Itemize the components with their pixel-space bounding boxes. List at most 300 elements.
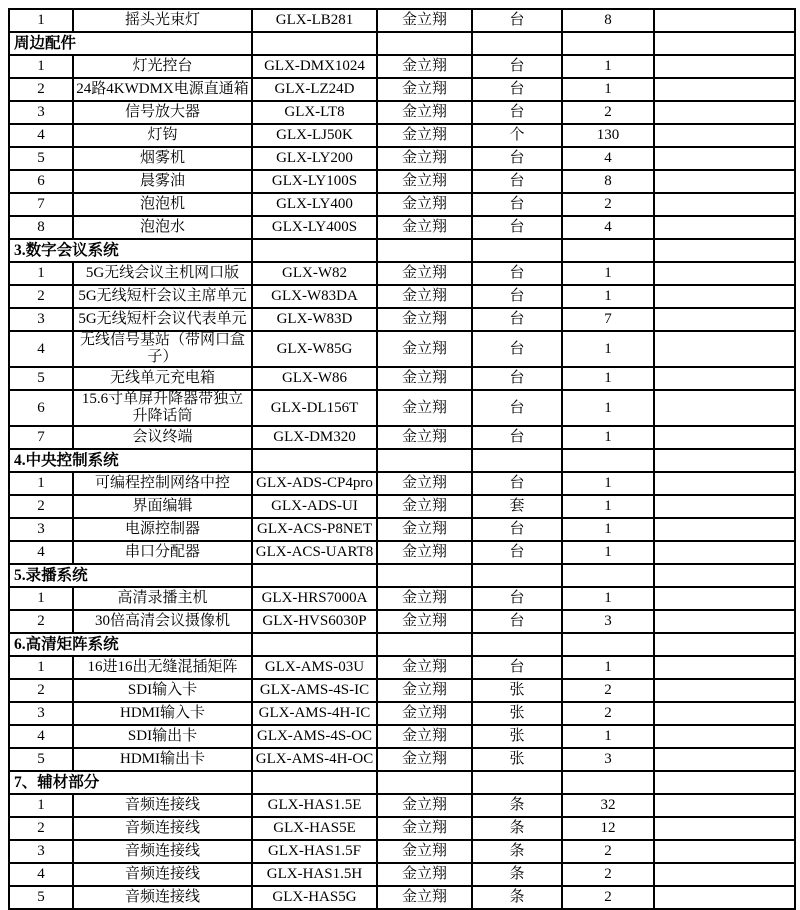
- table-row: [9, 216, 795, 239]
- unit-cell: 张: [472, 748, 562, 771]
- unit-cell: 套: [472, 495, 562, 518]
- section-title-cell: 6.高清矩阵系统: [9, 633, 252, 656]
- item-name-cell: 音频连接线: [73, 863, 252, 886]
- table-row: [9, 262, 795, 285]
- quantity-cell: 1: [562, 495, 654, 518]
- section-title-cell: 周边配件: [9, 32, 252, 55]
- model-cell: GLX-HAS5G: [252, 886, 377, 909]
- notes-cell: [654, 587, 795, 610]
- model-cell: GLX-W85G: [252, 331, 377, 367]
- brand-cell: 金立翔: [377, 794, 472, 817]
- serial-cell: 6: [9, 390, 73, 426]
- brand-cell: 金立翔: [377, 541, 472, 564]
- section-row: [9, 633, 795, 656]
- notes-cell: [654, 564, 795, 587]
- serial-cell: 7: [9, 193, 73, 216]
- brand-cell: 金立翔: [377, 147, 472, 170]
- notes-cell: [654, 817, 795, 840]
- brand-cell: [377, 449, 472, 472]
- notes-cell: [654, 472, 795, 495]
- quantity-cell: 1: [562, 426, 654, 449]
- table-row: [9, 610, 795, 633]
- notes-cell: [654, 449, 795, 472]
- table-row: [9, 863, 795, 886]
- item-name-cell: 高清录播主机: [73, 587, 252, 610]
- unit-cell: 条: [472, 817, 562, 840]
- table-row: [9, 331, 795, 367]
- equipment-table: [8, 8, 796, 910]
- table-row: [9, 495, 795, 518]
- unit-cell: 台: [472, 587, 562, 610]
- quantity-cell: 1: [562, 285, 654, 308]
- item-name-cell: 5G无线短杆会议代表单元: [73, 308, 252, 331]
- table-row: [9, 794, 795, 817]
- notes-cell: [654, 32, 795, 55]
- quantity-cell: 8: [562, 9, 654, 32]
- notes-cell: [654, 495, 795, 518]
- unit-cell: [472, 633, 562, 656]
- item-name-cell: 泡泡水: [73, 216, 252, 239]
- model-cell: GLX-ACS-P8NET: [252, 518, 377, 541]
- notes-cell: [654, 331, 795, 367]
- equipment-table-body: [9, 9, 795, 909]
- serial-cell: 1: [9, 794, 73, 817]
- unit-cell: 台: [472, 216, 562, 239]
- model-cell: GLX-LZ24D: [252, 78, 377, 101]
- notes-cell: [654, 216, 795, 239]
- quantity-cell: 1: [562, 331, 654, 367]
- section-row: [9, 449, 795, 472]
- section-title-cell: 7、辅材部分: [9, 771, 252, 794]
- table-row: [9, 886, 795, 909]
- serial-cell: 1: [9, 262, 73, 285]
- unit-cell: 条: [472, 794, 562, 817]
- item-name-cell: 音频连接线: [73, 886, 252, 909]
- notes-cell: [654, 124, 795, 147]
- quantity-cell: 2: [562, 679, 654, 702]
- serial-cell: 3: [9, 518, 73, 541]
- serial-cell: 7: [9, 426, 73, 449]
- notes-cell: [654, 748, 795, 771]
- notes-cell: [654, 78, 795, 101]
- unit-cell: 台: [472, 147, 562, 170]
- notes-cell: [654, 147, 795, 170]
- table-row: [9, 656, 795, 679]
- serial-cell: 2: [9, 285, 73, 308]
- quantity-cell: 130: [562, 124, 654, 147]
- table-row: [9, 679, 795, 702]
- quantity-cell: 7: [562, 308, 654, 331]
- quantity-cell: 2: [562, 702, 654, 725]
- notes-cell: [654, 886, 795, 909]
- notes-cell: [654, 239, 795, 262]
- unit-cell: 台: [472, 193, 562, 216]
- model-cell: [252, 564, 377, 587]
- unit-cell: 台: [472, 656, 562, 679]
- section-row: [9, 771, 795, 794]
- model-cell: GLX-LY100S: [252, 170, 377, 193]
- notes-cell: [654, 285, 795, 308]
- table-row: [9, 817, 795, 840]
- serial-cell: 1: [9, 55, 73, 78]
- quantity-cell: 1: [562, 78, 654, 101]
- table-row: [9, 518, 795, 541]
- brand-cell: 金立翔: [377, 390, 472, 426]
- quantity-cell: [562, 771, 654, 794]
- notes-cell: [654, 193, 795, 216]
- model-cell: GLX-LY400: [252, 193, 377, 216]
- quantity-cell: 2: [562, 840, 654, 863]
- notes-cell: [654, 840, 795, 863]
- model-cell: GLX-LT8: [252, 101, 377, 124]
- quantity-cell: 1: [562, 587, 654, 610]
- serial-cell: 5: [9, 886, 73, 909]
- item-name-cell: 5G无线会议主机网口版: [73, 262, 252, 285]
- table-row: [9, 308, 795, 331]
- model-cell: [252, 633, 377, 656]
- unit-cell: 台: [472, 331, 562, 367]
- unit-cell: 张: [472, 679, 562, 702]
- quantity-cell: 3: [562, 610, 654, 633]
- item-name-cell: 16进16出无缝混插矩阵: [73, 656, 252, 679]
- notes-cell: [654, 518, 795, 541]
- model-cell: [252, 771, 377, 794]
- unit-cell: 台: [472, 9, 562, 32]
- quantity-cell: 1: [562, 656, 654, 679]
- brand-cell: 金立翔: [377, 817, 472, 840]
- item-name-cell: 可编程控制网络中控: [73, 472, 252, 495]
- serial-cell: 2: [9, 495, 73, 518]
- quantity-cell: 1: [562, 518, 654, 541]
- section-row: [9, 239, 795, 262]
- model-cell: GLX-ACS-UART8: [252, 541, 377, 564]
- brand-cell: [377, 32, 472, 55]
- table-row: [9, 55, 795, 78]
- notes-cell: [654, 679, 795, 702]
- quantity-cell: 1: [562, 541, 654, 564]
- brand-cell: 金立翔: [377, 124, 472, 147]
- model-cell: GLX-DL156T: [252, 390, 377, 426]
- model-cell: GLX-HAS5E: [252, 817, 377, 840]
- brand-cell: [377, 633, 472, 656]
- unit-cell: [472, 32, 562, 55]
- section-row: [9, 564, 795, 587]
- notes-cell: [654, 656, 795, 679]
- brand-cell: [377, 239, 472, 262]
- serial-cell: 1: [9, 656, 73, 679]
- serial-cell: 5: [9, 367, 73, 390]
- model-cell: GLX-W82: [252, 262, 377, 285]
- item-name-cell: 无线单元充电箱: [73, 367, 252, 390]
- unit-cell: 台: [472, 426, 562, 449]
- model-cell: GLX-AMS-4H-IC: [252, 702, 377, 725]
- table-row: [9, 101, 795, 124]
- notes-cell: [654, 771, 795, 794]
- brand-cell: 金立翔: [377, 426, 472, 449]
- table-row: [9, 426, 795, 449]
- notes-cell: [654, 101, 795, 124]
- item-name-cell: 无线信号基站（带网口盒子）: [73, 331, 252, 367]
- item-name-cell: 5G无线短杆会议主席单元: [73, 285, 252, 308]
- quantity-cell: [562, 633, 654, 656]
- serial-cell: 4: [9, 541, 73, 564]
- item-name-cell: 泡泡机: [73, 193, 252, 216]
- item-name-cell: 音频连接线: [73, 840, 252, 863]
- table-row: [9, 285, 795, 308]
- table-row: [9, 367, 795, 390]
- table-row: [9, 541, 795, 564]
- quantity-cell: [562, 32, 654, 55]
- model-cell: GLX-ADS-UI: [252, 495, 377, 518]
- serial-cell: 4: [9, 863, 73, 886]
- item-name-cell: 24路4KWDMX电源直通箱: [73, 78, 252, 101]
- table-row: [9, 587, 795, 610]
- notes-cell: [654, 610, 795, 633]
- unit-cell: 张: [472, 702, 562, 725]
- serial-cell: 4: [9, 124, 73, 147]
- unit-cell: [472, 564, 562, 587]
- item-name-cell: 音频连接线: [73, 794, 252, 817]
- quantity-cell: 3: [562, 748, 654, 771]
- model-cell: [252, 239, 377, 262]
- notes-cell: [654, 426, 795, 449]
- brand-cell: 金立翔: [377, 331, 472, 367]
- quantity-cell: 12: [562, 817, 654, 840]
- model-cell: GLX-DMX1024: [252, 55, 377, 78]
- model-cell: GLX-W86: [252, 367, 377, 390]
- table-row: [9, 472, 795, 495]
- quantity-cell: 32: [562, 794, 654, 817]
- serial-cell: 2: [9, 610, 73, 633]
- unit-cell: 台: [472, 101, 562, 124]
- serial-cell: 2: [9, 817, 73, 840]
- table-row: [9, 9, 795, 32]
- serial-cell: 5: [9, 748, 73, 771]
- item-name-cell: 摇头光束灯: [73, 9, 252, 32]
- serial-cell: 2: [9, 679, 73, 702]
- notes-cell: [654, 541, 795, 564]
- serial-cell: 1: [9, 472, 73, 495]
- notes-cell: [654, 262, 795, 285]
- brand-cell: 金立翔: [377, 193, 472, 216]
- item-name-cell: 15.6寸单屏升降器带独立升降话筒: [73, 390, 252, 426]
- quantity-cell: 1: [562, 367, 654, 390]
- unit-cell: 台: [472, 472, 562, 495]
- serial-cell: 2: [9, 78, 73, 101]
- quantity-cell: [562, 239, 654, 262]
- notes-cell: [654, 367, 795, 390]
- section-title-cell: 3.数字会议系统: [9, 239, 252, 262]
- item-name-cell: SDI输出卡: [73, 725, 252, 748]
- notes-cell: [654, 863, 795, 886]
- brand-cell: 金立翔: [377, 656, 472, 679]
- brand-cell: 金立翔: [377, 748, 472, 771]
- brand-cell: 金立翔: [377, 9, 472, 32]
- brand-cell: 金立翔: [377, 495, 472, 518]
- brand-cell: 金立翔: [377, 55, 472, 78]
- unit-cell: 台: [472, 541, 562, 564]
- unit-cell: [472, 771, 562, 794]
- notes-cell: [654, 725, 795, 748]
- notes-cell: [654, 390, 795, 426]
- brand-cell: 金立翔: [377, 472, 472, 495]
- table-row: [9, 725, 795, 748]
- serial-cell: 3: [9, 308, 73, 331]
- serial-cell: 3: [9, 840, 73, 863]
- quantity-cell: 4: [562, 216, 654, 239]
- item-name-cell: 会议终端: [73, 426, 252, 449]
- quantity-cell: [562, 449, 654, 472]
- brand-cell: [377, 771, 472, 794]
- serial-cell: 4: [9, 331, 73, 367]
- serial-cell: 3: [9, 101, 73, 124]
- unit-cell: [472, 239, 562, 262]
- notes-cell: [654, 9, 795, 32]
- model-cell: [252, 449, 377, 472]
- brand-cell: [377, 564, 472, 587]
- quantity-cell: 1: [562, 472, 654, 495]
- serial-cell: 4: [9, 725, 73, 748]
- brand-cell: 金立翔: [377, 216, 472, 239]
- item-name-cell: 界面编辑: [73, 495, 252, 518]
- model-cell: GLX-AMS-4H-OC: [252, 748, 377, 771]
- brand-cell: 金立翔: [377, 367, 472, 390]
- item-name-cell: 灯光控台: [73, 55, 252, 78]
- unit-cell: 台: [472, 262, 562, 285]
- quantity-cell: 2: [562, 101, 654, 124]
- brand-cell: 金立翔: [377, 518, 472, 541]
- unit-cell: 台: [472, 285, 562, 308]
- model-cell: GLX-LY200: [252, 147, 377, 170]
- model-cell: GLX-LJ50K: [252, 124, 377, 147]
- table-row: [9, 193, 795, 216]
- unit-cell: 张: [472, 725, 562, 748]
- item-name-cell: 音频连接线: [73, 817, 252, 840]
- item-name-cell: HDMI输入卡: [73, 702, 252, 725]
- brand-cell: 金立翔: [377, 587, 472, 610]
- model-cell: GLX-LY400S: [252, 216, 377, 239]
- table-row: [9, 124, 795, 147]
- model-cell: GLX-W83DA: [252, 285, 377, 308]
- table-row: [9, 170, 795, 193]
- item-name-cell: 电源控制器: [73, 518, 252, 541]
- brand-cell: 金立翔: [377, 702, 472, 725]
- brand-cell: 金立翔: [377, 886, 472, 909]
- unit-cell: 条: [472, 840, 562, 863]
- model-cell: GLX-AMS-4S-IC: [252, 679, 377, 702]
- item-name-cell: 信号放大器: [73, 101, 252, 124]
- notes-cell: [654, 633, 795, 656]
- unit-cell: 台: [472, 78, 562, 101]
- quantity-cell: 1: [562, 725, 654, 748]
- unit-cell: 台: [472, 518, 562, 541]
- model-cell: GLX-HAS1.5E: [252, 794, 377, 817]
- unit-cell: 台: [472, 170, 562, 193]
- section-title-cell: 4.中央控制系统: [9, 449, 252, 472]
- model-cell: GLX-ADS-CP4pro: [252, 472, 377, 495]
- serial-cell: 1: [9, 9, 73, 32]
- brand-cell: 金立翔: [377, 262, 472, 285]
- serial-cell: 6: [9, 170, 73, 193]
- serial-cell: 3: [9, 702, 73, 725]
- item-name-cell: 30倍高清会议摄像机: [73, 610, 252, 633]
- brand-cell: 金立翔: [377, 101, 472, 124]
- brand-cell: 金立翔: [377, 170, 472, 193]
- item-name-cell: HDMI输出卡: [73, 748, 252, 771]
- notes-cell: [654, 794, 795, 817]
- brand-cell: 金立翔: [377, 285, 472, 308]
- table-row: [9, 702, 795, 725]
- table-row: [9, 748, 795, 771]
- model-cell: GLX-AMS-03U: [252, 656, 377, 679]
- quantity-cell: 1: [562, 262, 654, 285]
- section-title-cell: 5.录播系统: [9, 564, 252, 587]
- serial-cell: 5: [9, 147, 73, 170]
- table-row: [9, 78, 795, 101]
- brand-cell: 金立翔: [377, 840, 472, 863]
- model-cell: GLX-HRS7000A: [252, 587, 377, 610]
- model-cell: GLX-W83D: [252, 308, 377, 331]
- brand-cell: 金立翔: [377, 679, 472, 702]
- section-row: [9, 32, 795, 55]
- item-name-cell: SDI输入卡: [73, 679, 252, 702]
- quantity-cell: 8: [562, 170, 654, 193]
- item-name-cell: 串口分配器: [73, 541, 252, 564]
- quantity-cell: 1: [562, 390, 654, 426]
- quantity-cell: 1: [562, 55, 654, 78]
- quantity-cell: 2: [562, 863, 654, 886]
- model-cell: GLX-AMS-4S-OC: [252, 725, 377, 748]
- unit-cell: 条: [472, 886, 562, 909]
- notes-cell: [654, 702, 795, 725]
- item-name-cell: 灯钩: [73, 124, 252, 147]
- table-row: [9, 390, 795, 426]
- unit-cell: 条: [472, 863, 562, 886]
- brand-cell: 金立翔: [377, 725, 472, 748]
- model-cell: GLX-LB281: [252, 9, 377, 32]
- unit-cell: 台: [472, 55, 562, 78]
- brand-cell: 金立翔: [377, 863, 472, 886]
- unit-cell: [472, 449, 562, 472]
- quantity-cell: 4: [562, 147, 654, 170]
- item-name-cell: 烟雾机: [73, 147, 252, 170]
- unit-cell: 台: [472, 367, 562, 390]
- model-cell: GLX-HVS6030P: [252, 610, 377, 633]
- model-cell: GLX-DM320: [252, 426, 377, 449]
- table-row: [9, 840, 795, 863]
- unit-cell: 台: [472, 610, 562, 633]
- notes-cell: [654, 55, 795, 78]
- quantity-cell: 2: [562, 886, 654, 909]
- item-name-cell: 晨雾油: [73, 170, 252, 193]
- brand-cell: 金立翔: [377, 610, 472, 633]
- unit-cell: 个: [472, 124, 562, 147]
- notes-cell: [654, 308, 795, 331]
- table-row: [9, 147, 795, 170]
- model-cell: [252, 32, 377, 55]
- brand-cell: 金立翔: [377, 308, 472, 331]
- brand-cell: 金立翔: [377, 78, 472, 101]
- serial-cell: 1: [9, 587, 73, 610]
- notes-cell: [654, 170, 795, 193]
- model-cell: GLX-HAS1.5H: [252, 863, 377, 886]
- quantity-cell: 2: [562, 193, 654, 216]
- quantity-cell: [562, 564, 654, 587]
- model-cell: GLX-HAS1.5F: [252, 840, 377, 863]
- unit-cell: 台: [472, 308, 562, 331]
- serial-cell: 8: [9, 216, 73, 239]
- unit-cell: 台: [472, 390, 562, 426]
